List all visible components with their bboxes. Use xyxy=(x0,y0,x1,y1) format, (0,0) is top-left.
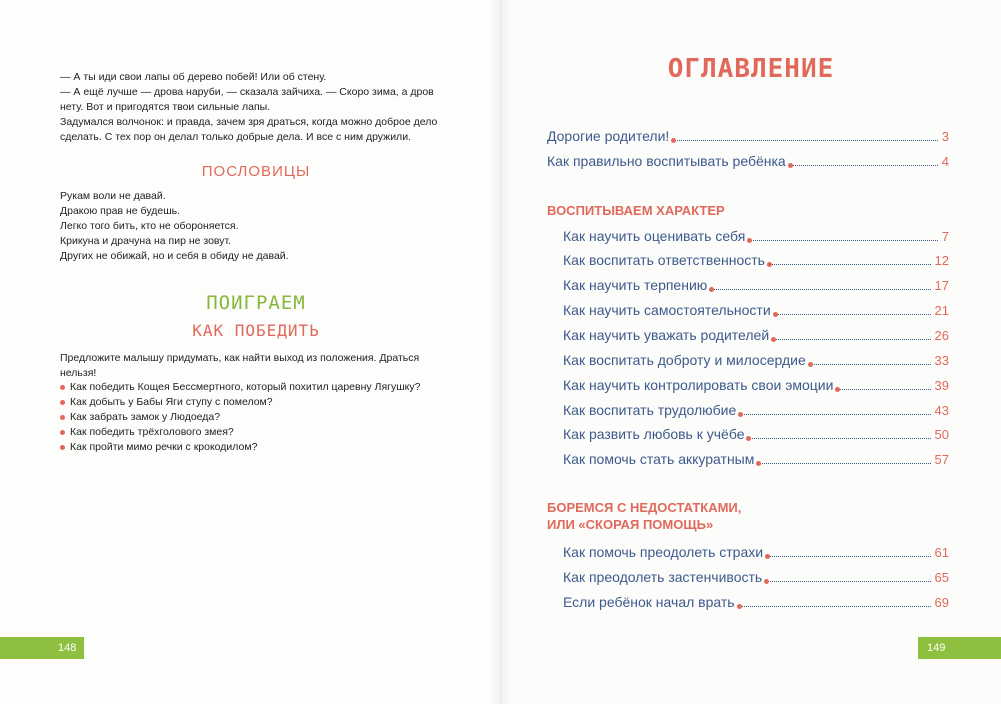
book-gutter xyxy=(490,0,512,704)
page-number-left: 148 xyxy=(0,637,84,659)
game-heading: ПОИГРАЕМ xyxy=(206,292,306,314)
bullet-icon xyxy=(60,415,65,420)
toc-entry[interactable]: Если ребёнок начал врать 69 xyxy=(563,594,949,610)
toc-entry[interactable]: Как преодолеть застенчивость 65 xyxy=(563,569,949,585)
list-item: Как забрать замок у Людоеда? xyxy=(60,410,420,425)
game-subheading: КАК ПОБЕДИТЬ xyxy=(192,321,320,340)
story-paragraph: — А ты иди свои лапы об дерево побей! Или об стену. xyxy=(60,71,327,83)
list-item: Как добыть у Бабы Яги ступу с помелом? xyxy=(60,395,420,410)
toc-section-title: БОРЕМСЯ С НЕДОСТАТКАМИ, ИЛИ «СКОРАЯ ПОМОЩЬ» xyxy=(547,500,742,532)
proverb: Крикуна и драчуна на пир не зовут. xyxy=(60,235,232,247)
proverbs-list xyxy=(60,189,289,264)
game-intro: Предложите малышу придумать, как найти выход из положения. Драться нельзя! xyxy=(60,352,420,379)
toc-entry[interactable]: Как научить самостоятельности 21 xyxy=(563,302,949,318)
toc-entry[interactable]: Дорогие родители! 3 xyxy=(547,128,949,144)
toc-entry[interactable]: Как воспитать доброту и милосердие 33 xyxy=(563,352,949,368)
bullet-icon xyxy=(60,430,65,435)
story-paragraph: — А ещё лучше — дрова наруби, — сказала зайчиха. — Скоро зима, а дров нету. Вот и пригодятся твои сильные лапы. xyxy=(60,86,434,113)
toc-section-title: ВОСПИТЫВАЕМ ХАРАКТЕР xyxy=(547,203,725,218)
toc-entry[interactable]: Как воспитать ответственность 12 xyxy=(563,252,949,268)
page-number-right: 149 xyxy=(918,637,1001,659)
toc-entry[interactable]: Как воспитать трудолюбие 43 xyxy=(563,402,949,418)
toc-entry[interactable]: Как помочь стать аккуратным 57 xyxy=(563,451,949,467)
game-questions-list xyxy=(60,380,420,455)
toc-entry[interactable]: Как научить оценивать себя 7 xyxy=(563,228,949,244)
bullet-icon xyxy=(60,445,65,450)
toc-entry[interactable]: Как научить терпению 17 xyxy=(563,277,949,293)
proverb: Дракою прав не будешь. xyxy=(60,205,181,217)
bullet-icon xyxy=(60,400,65,405)
list-item: Как победить трёхголового змея? xyxy=(60,425,420,440)
bullet-icon xyxy=(60,385,65,390)
toc-entry[interactable]: Как научить уважать родителей 26 xyxy=(563,327,949,343)
proverb: Рукам воли не давай. xyxy=(60,190,166,202)
toc-entry[interactable]: Как правильно воспитывать ребёнка 4 xyxy=(547,153,949,169)
toc-entry[interactable]: Как развить любовь к учёбе 50 xyxy=(563,426,949,442)
story-paragraph: Задумался волчонок: и правда, зачем зря драться, когда можно доброе дело сделать. С тех пор он делал только добрые дела. И все с ним дружили. xyxy=(60,116,438,143)
toc-entry[interactable]: Как научить контролировать свои эмоции 39 xyxy=(563,377,949,393)
proverb: Легко того бить, кто не обороняется. xyxy=(60,220,239,232)
toc-title: ОГЛАВЛЕНИЕ xyxy=(667,54,835,84)
list-item: Как пройти мимо речки с крокодилом? xyxy=(60,440,420,455)
proverb: Других не обижай, но и себя в обиду не давай. xyxy=(60,250,289,262)
story-text xyxy=(60,70,452,145)
proverbs-heading: ПОСЛОВИЦЫ xyxy=(201,163,311,180)
list-item: Как победить Кощея Бессмертного, который похитил царевну Лягушку? xyxy=(60,380,420,395)
toc-entry[interactable]: Как помочь преодолеть страхи 61 xyxy=(563,544,949,560)
